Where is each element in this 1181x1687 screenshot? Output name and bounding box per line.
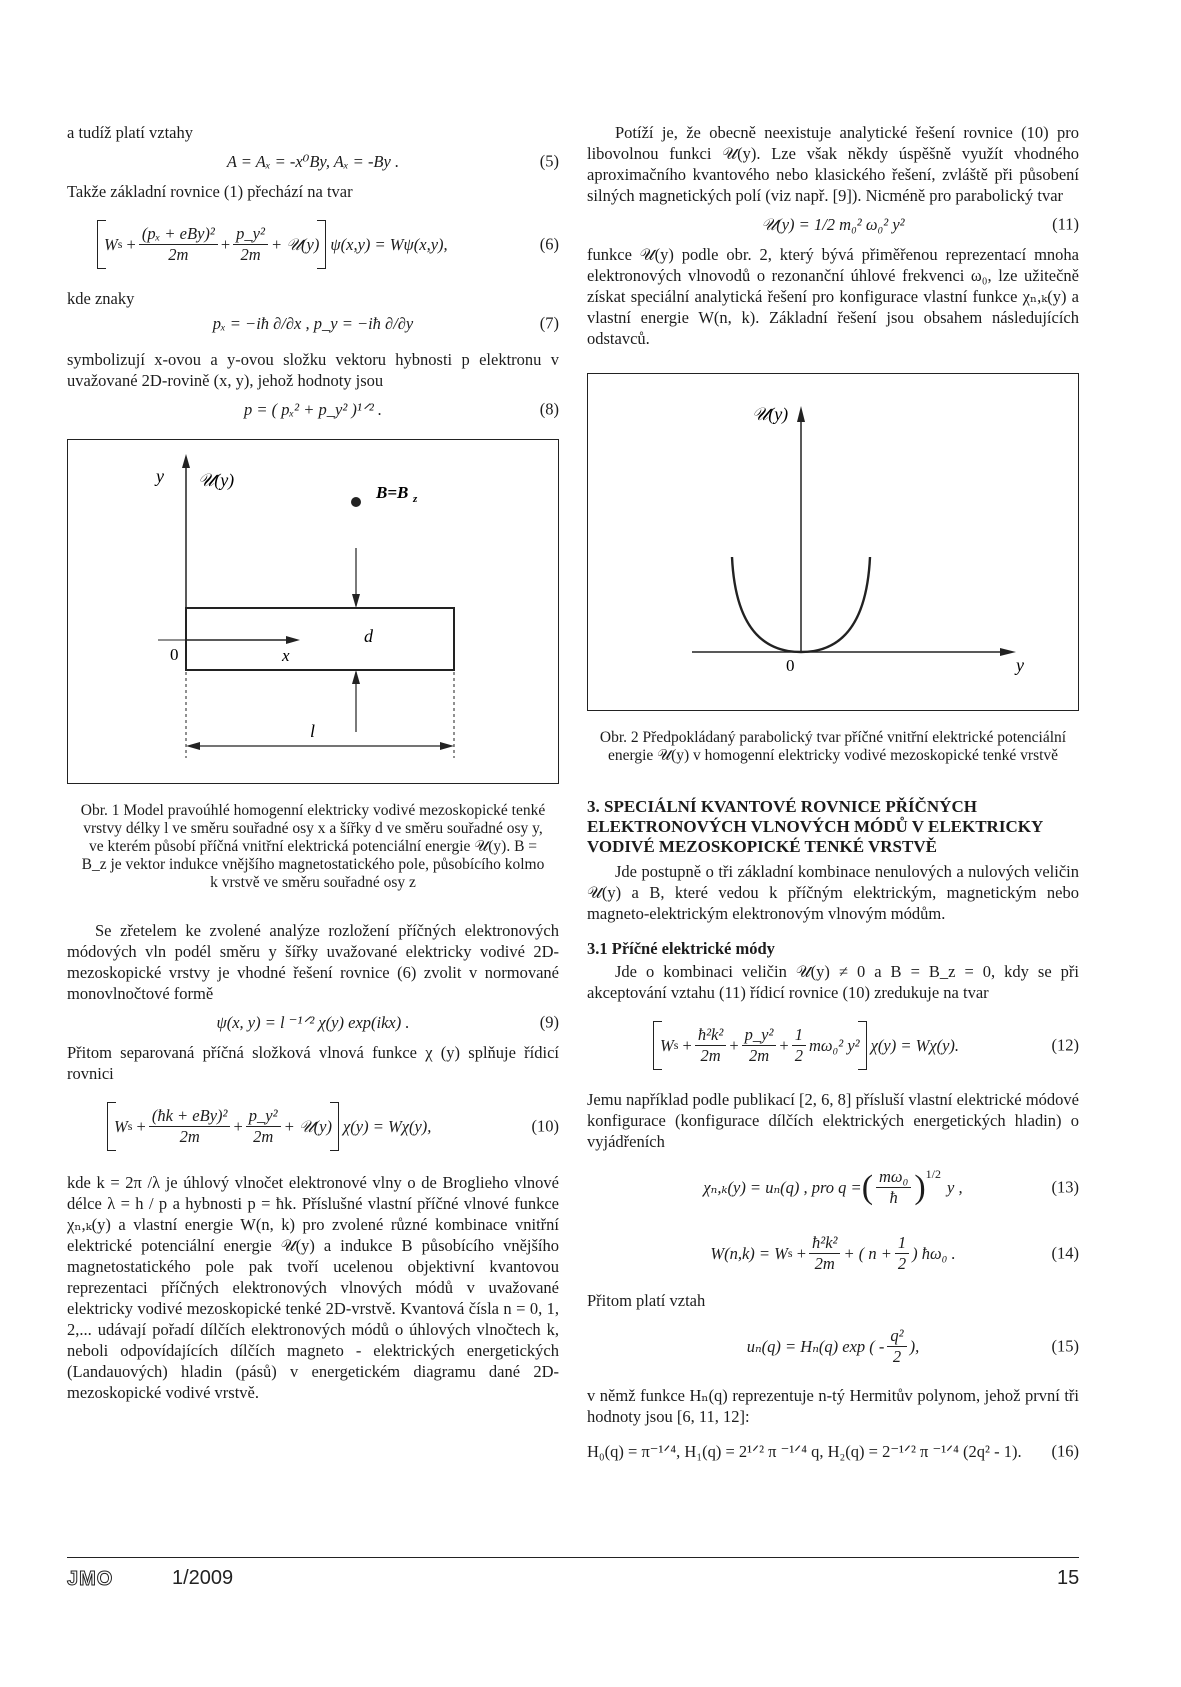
equation-13: χₙ,ₖ(y) = uₙ(q) , pro q = ( $\frac{\text{mω₀}}{ħ}$ ) $^{1/2}$ y , (13) bbox=[703, 1166, 1079, 1207]
paragraph: Jde postupně o tři základní kombinace nenulových a nulových veličin 𝒰(y) a B, které vedou k příčným elektrickým, magnetickým nebo magneto-elektrickým elektronovým vlnovým módům. bbox=[587, 862, 1079, 923]
fig1-b-label: B=B bbox=[376, 483, 409, 502]
paragraph: Jemu například podle publikací [2, 6, 8] přísluší vlastní elektrické módové konfigurace (konfigurace dílčích elektrických energetických hladin) o vyjádřeních bbox=[587, 1090, 1079, 1151]
thin-layer-rect bbox=[186, 608, 454, 670]
equation-6: W s + $\frac{\text{(pₓ + eBy)²}}{2m}$ + $\frac{\text{p\_y²}}{2m}$ + 𝒰(y) ψ(x,y) = Wψ(x,y), (6) bbox=[67, 208, 559, 280]
fig2-zero-label: 0 bbox=[786, 656, 795, 675]
fig1-x-label: x bbox=[282, 646, 290, 665]
figure-2 bbox=[587, 373, 1079, 711]
fig1-l-label: l bbox=[310, 721, 316, 741]
equation-16: H₀(q) = π⁻¹ᐟ⁴, H₁(q) = 2¹ᐟ² π ⁻¹ᐟ⁴ q, H₂(q) = 2⁻¹ᐟ² π ⁻¹ᐟ⁴ (2q² - 1). (16) bbox=[587, 1441, 1079, 1461]
u-arrow-icon bbox=[797, 406, 805, 422]
figure-1-caption: Obr. 1 Model pravoúhlé homogenní elektricky vodivé mezoskopické tenké vrstvy délky l ve směru souřadné osy x a šířky d ve směru souřadné osy y, ve kterém působí příčná vnitřní elektrická potenciální energie 𝒰(y). B = B_z je vektor indukce vnějšího magnetostatického pole, působícího kolmo k vrstvě ve směru souřadné osy z bbox=[80, 802, 546, 891]
paragraph: Přitom separovaná příčná složková vlnová funkce χ (y) splňuje řídicí rovnici bbox=[67, 1043, 559, 1083]
paragraph: v němž funkce Hₙ(q) reprezentuje n-tý Hermitův polynom, jehož první tři hodnoty jsou [6, 11, 12]: bbox=[587, 1386, 1079, 1426]
paragraph: a tudíž platí vztahy bbox=[67, 123, 193, 142]
equation-8: p = ( pₓ² + p_y² )¹ᐟ² . (8) bbox=[243, 399, 559, 419]
issue-number: 1/2009 bbox=[172, 1567, 234, 1589]
fig2-u-label: 𝒰(y) bbox=[752, 404, 789, 424]
right-column bbox=[587, 122, 1079, 1471]
paragraph: Jde o kombinaci veličin 𝒰(y) ≠ 0 a B = B_z = 0, kdy se při akceptování vztahu (11) řídicí rovnice (10) zredukuje na tvar bbox=[587, 962, 1079, 1002]
equation-10: W s + $\frac{\text{(ħk + eBy)²}}{2m}$ + $\frac{\text{p\_y²}}{2m}$ + 𝒰(y) χ(y) = Wχ(y), (10) bbox=[67, 1090, 559, 1162]
footer-rule bbox=[67, 1557, 1079, 1558]
x-arrow-icon bbox=[286, 636, 300, 644]
paragraph: Takže základní rovnice (1) přechází na tvar bbox=[67, 182, 353, 201]
equation-14: W(n,k) = W s + $\frac{\text{ħ²k²}}{2m}$ + ( n + $\frac{1}{2}$ ) ħω₀ . (14) bbox=[710, 1232, 1079, 1273]
fig1-zero-label: 0 bbox=[170, 645, 179, 664]
equation-11: 𝒰(y) = 1/2 m₀² ω₀² y² (11) bbox=[761, 214, 1079, 234]
paragraph: kde k = 2π /λ je úhlový vlnočet elektronové vlny o de Broglieho vlnové délce λ = h / p a hybnosti p = ħk. Příslušné vlastní příčné vlnové funkce χₙ,ₖ(y) a vlastní energie W(n, k) pro zvolené různé kombinace vnitřní elektrické potenciální energie 𝒰(y) a indukce B působícího vnějšího magnetostatického pole pak tvoří ucelenou objektivní kvantovou reprezentaci příčných elektronových vlnových módů v uvažované elektricky vodivé mezoskopické tenké 2D-vrstvě. Kvantová čísla n = 0, 1, 2,... udávají pořadí dílčích elektronových módů o úhlových vlnočtech k, neboli odpovídajících dílčích magneto - elektrických energetických (Landauových) hladin (pásů) v energetickém diagramu dané 2D-mezoskopické vodivé vrstvě. bbox=[67, 1173, 559, 1402]
fig1-y-label: y bbox=[156, 466, 164, 486]
figure-1 bbox=[67, 439, 559, 784]
page-number: 15 bbox=[1057, 1567, 1080, 1589]
journal-logo: JMO bbox=[67, 1568, 114, 1590]
paragraph: symbolizují x-ovou a y-ovou složku vektoru hybnosti p elektronu v uvažované 2D-rovině (x, y), jehož hodnoty jsou bbox=[67, 350, 559, 390]
fig1-u-label: 𝒰(y) bbox=[198, 470, 235, 490]
fig1-b-sub: z bbox=[413, 493, 418, 505]
section-heading: 3. SPECIÁLNÍ KVANTOVÉ ROVNICE PŘÍČNÝCH ELEKTRONOVÝCH VLNOVÝCH MÓDŮ V ELEKTRICKY VODIVÉ MEZOSKOPICKÉ TENKÉ VRSTVĚ bbox=[587, 797, 1043, 856]
figure-2-diagram bbox=[588, 374, 1077, 709]
equation-5: A = Aₓ = -x⁰By, Aₓ = -By . (5) bbox=[226, 151, 559, 171]
equation-9: ψ(x, y) = l ⁻¹ᐟ² χ(y) exp(ikx) . (9) bbox=[216, 1012, 559, 1032]
paragraph: Přitom platí vztah bbox=[587, 1291, 706, 1310]
fig2-y-label: y bbox=[1016, 655, 1024, 675]
equation-15: uₙ(q) = Hₙ(q) exp ( - $\frac{\text{q²}}{2}$ ), (15) bbox=[746, 1325, 1079, 1366]
equation-12: W s + $\frac{\text{ħ²k²}}{2m}$ + $\frac{\text{p\_y²}}{2m}$ + $\frac{1}{2}$ mω₀² y² χ(y) = Wχ(y). (12) bbox=[587, 1009, 1079, 1081]
y-arrow-icon bbox=[182, 454, 190, 468]
figure-2-caption: Obr. 2 Předpokládaný parabolický tvar příčné vnitřní elektrické potenciální energie 𝒰(y) v homogenní elektricky vodivé mezoskopické tenké vrstvě bbox=[599, 729, 1067, 764]
y-axis-arrow-icon bbox=[1000, 648, 1016, 656]
fig1-d-label: d bbox=[364, 626, 373, 646]
b-field-dot-icon bbox=[351, 497, 361, 507]
figure-1-diagram bbox=[68, 440, 557, 782]
paragraph: kde znaky bbox=[67, 289, 135, 308]
subsection-heading: 3.1 Příčné elektrické módy bbox=[587, 939, 775, 958]
paragraph: Potíží je, že obecně neexistuje analytické řešení rovnice (10) pro libovolnou funkci 𝒰(y). Lze však někdy úspěšně využít vhodného aproximačního kvantového nebo klasického řešení, zvláště při působení silných magnetických polí (viz např. [9]). Nicméně pro parabolický tvar bbox=[587, 123, 1079, 205]
paragraph: Se zřetelem ke zvolené analýze rozložení příčných elektronových módových vln podél směru y šířky uvažované elektricky vodivé 2D-mezoskopické vrstvy je vhodné řešení rovnice (6) zvolit v normované monovlnočtové formě bbox=[67, 921, 559, 1003]
paragraph: funkce 𝒰(y) podle obr. 2, který bývá přiměřenou reprezentací mnoha elektronových vlnovodů o rezonanční úhlové frekvenci ω₀, lze užitečně získat speciální analytická řešení pro konfigurace vlastní funkce χₙ,ₖ(y) a vlastní energie W(n, k). Základní řešení jsou obsahem následujících odstavců. bbox=[587, 245, 1079, 348]
left-column bbox=[67, 122, 559, 1409]
equation-7: pₓ = −iħ ∂/∂x , p_y = −iħ ∂/∂y (7) bbox=[212, 313, 559, 333]
